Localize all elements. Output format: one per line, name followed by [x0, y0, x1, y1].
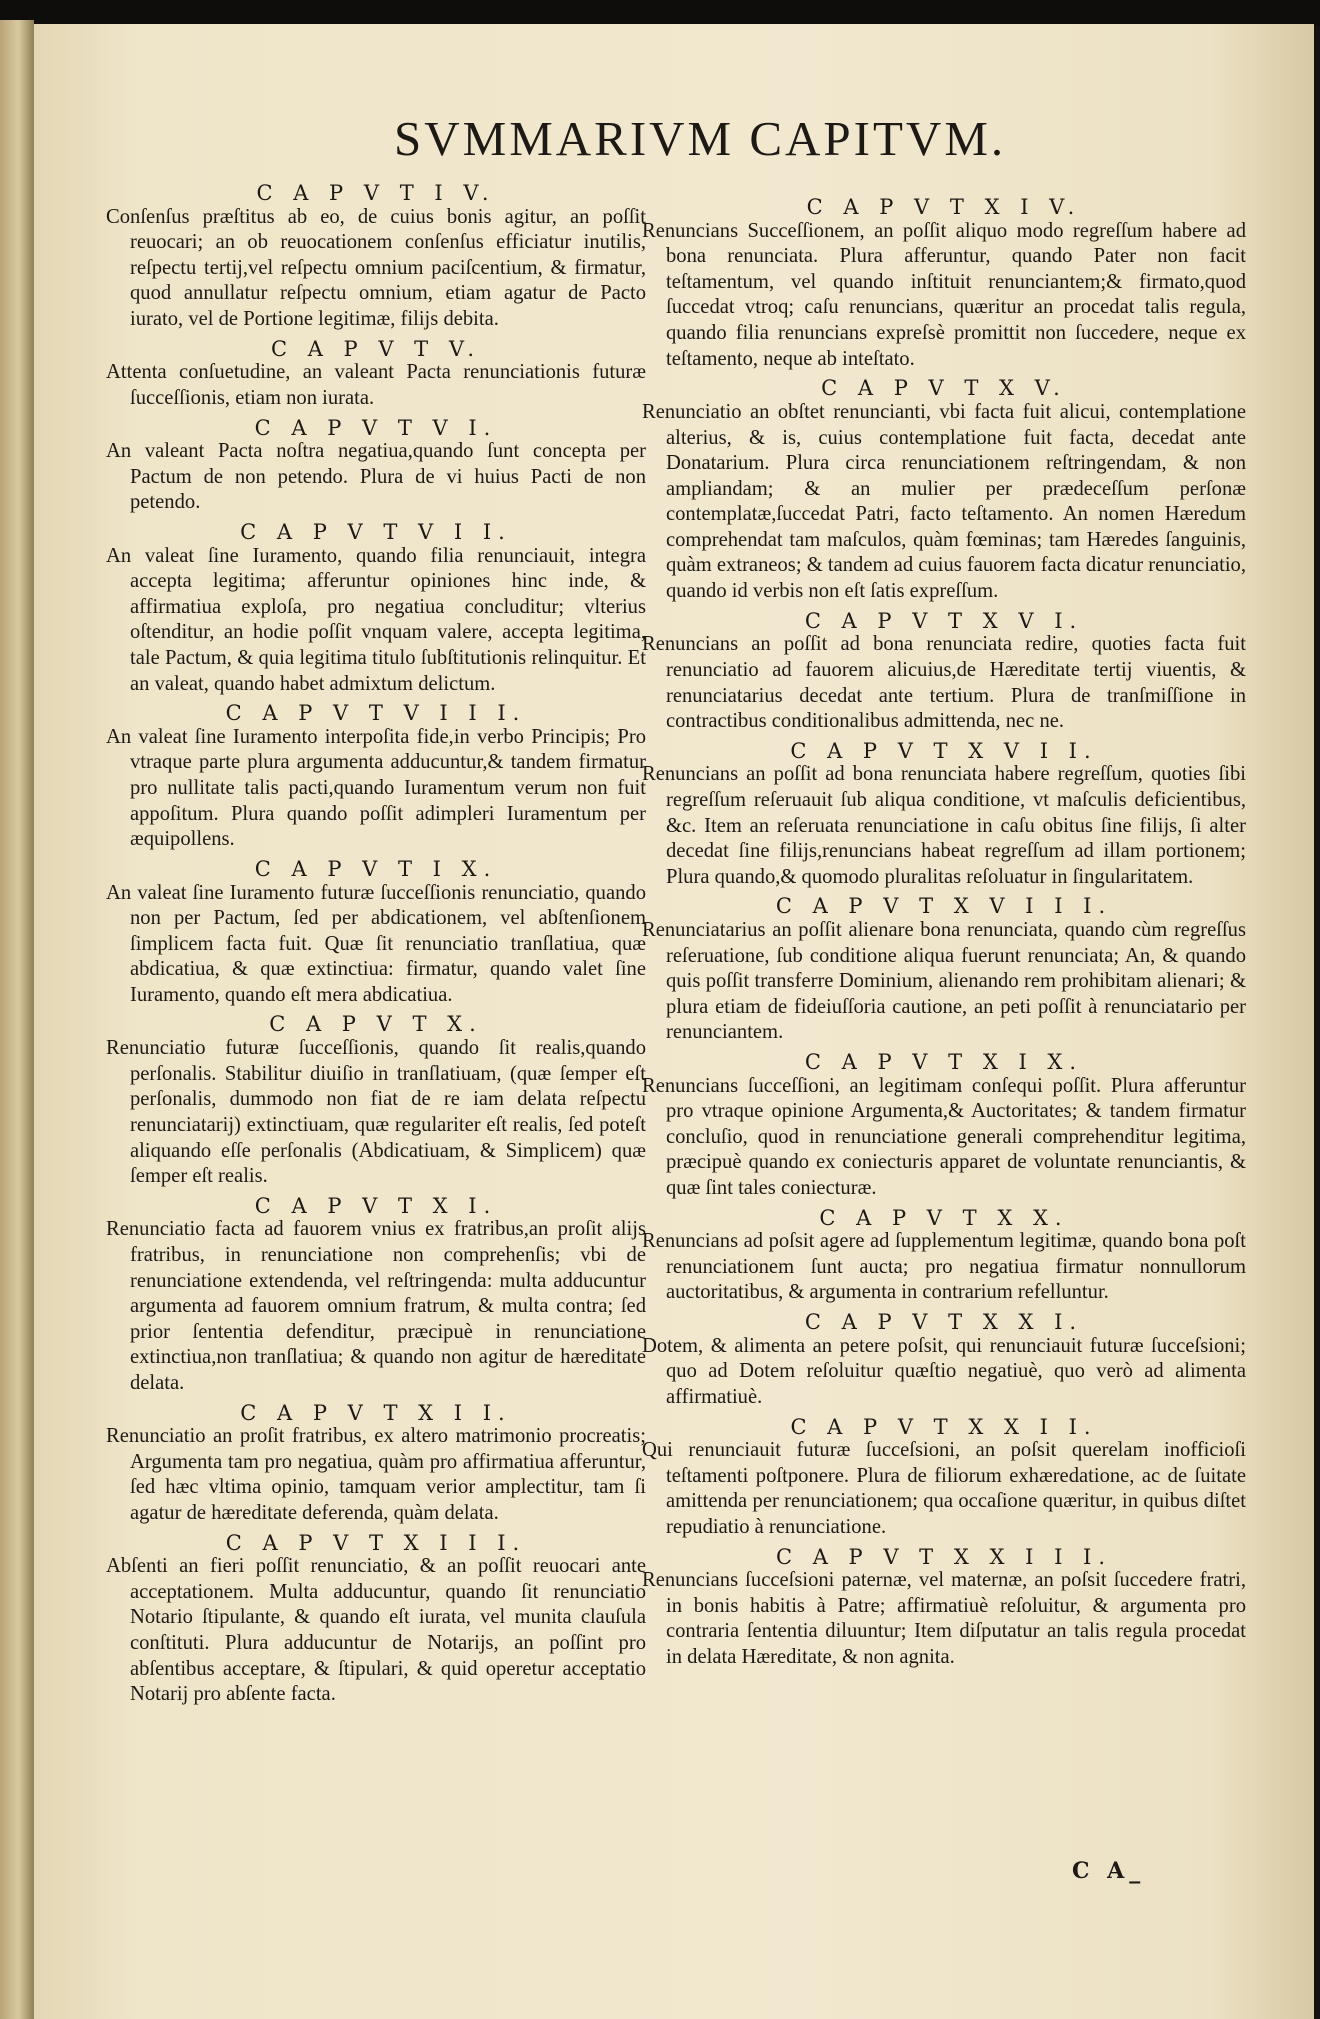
- right-column: [642, 196, 1246, 1676]
- chapter-summary: An valeat ſine Iuramento futuræ ſucceſſionis renunciatio, quando non per Pactum, ſed per abdicationem, vel abſtenſionem ſimplicem facta fuit. Quæ ſit renunciatio tranſlatiua, quæ abdicatiua, & quæ extinctiua: firmatur, quando valet ſine Iuramento, quando eſt mera abdicatiua.: [106, 881, 646, 1006]
- chapter-summary: Qui renunciauit futuræ ſucceſsioni, an poſsit querelam inofficioſi teſtamenti poſtponere. Plura de filiorum exhæredatione, ac de ſuitate amittenda per renunciationem; qua occaſione quæritur, in quibus diſtet repudiatio à renunciatione.: [642, 1439, 1246, 1538]
- book-page: [34, 24, 1314, 2019]
- chapter-entry: [106, 702, 646, 853]
- chapter-summary: Renunciatarius an poſſit alienare bona renunciata, quando cùm regreſſus reſeruatione, ſub conditione aliqua fuerunt renunciata; An, & quando quis poſſit transferre Dominium, alienando rem prohibitam alienari; & plura etiam de fideiuſſoria cautione, an peti poſſit à renunciatario per renunciantem.: [642, 919, 1246, 1044]
- chapter-entry: [106, 858, 646, 1009]
- chapter-summary: Renunciatio futuræ ſucceſſionis, quando ſit realis,quando perſonalis. Stabilitur diuiſio in tranſlatiuam, (quæ ſemper eſt perſonalis, dummodo non fiat de re iam delata reſpectu renunciatarij) extinctiuam, quæ regulariter eſt realis, ſed poteſt aliquando eſſe perſonalis (Abdicatiuam, & Simplicem) quæ ſemper eſt realis.: [106, 1037, 646, 1188]
- chapter-summary: Renuncians an poſſit ad bona renunciata redire, quoties facta fuit renunciatio ad fauorem alicuius,de Hæreditate tertij viuentis, & renunciatarius decedat ante tertium. Plura de tranſmiſſione in contractibus conditionalibus admittenda, nec ne.: [642, 633, 1246, 733]
- chapter-entry: [106, 338, 646, 412]
- chapter-summary: Renunciatio facta ad fauorem vnius ex fratribus,an proſit alijs fratribus, in renunciatione non comprehenſis; vbi de renunciatione extendenda, vel reſtringenda: multa adducuntur argumenta ad fauorem omnium fratrum, & multa contra; ſed prior ſententia defenditur, præcipuè in renunciatione extinctiua,non tranſlatiua; & quando non agitur de hæreditate delata.: [106, 1218, 646, 1394]
- chapter-heading: C A P V T X V I I.: [790, 738, 1098, 763]
- chapter-heading: C A P V T V I I I.: [225, 701, 527, 726]
- chapter-entry: [642, 1416, 1246, 1541]
- chapter-summary: Renuncians ſucceſsioni paternæ, vel maternæ, an poſsit ſuccedere fratri, in bonis habitis à Patre; affirmatiuè reſoluitur, & argumenta pro contraria ſententia diluuntur; Item diſputatur an talis regula procedat in delata Hæreditate, & non agnita.: [642, 1569, 1246, 1669]
- chapter-heading: C A P V T X X I.: [804, 1310, 1084, 1335]
- chapter-entry: [106, 521, 646, 697]
- chapter-heading: C A P V T V.: [270, 336, 482, 361]
- chapter-summary: An valeat ſine Iuramento, quando filia renunciauit, integra accepta legitima; afferuntur opiniones hinc inde, & affirmatiua exploſa, pro negatiua concluditur; vlterius oſtenditur, an hodie poſſit vnquam valere, accepta legitima, tale Pactum, & quia legitima titulo ſubſtitutionis relinquitur. Et an valeat, quando habet admixtum delictum.: [106, 544, 646, 695]
- chapter-summary: Attenta conſuetudine, an valeant Pacta renunciationis futuræ ſucceſſionis, etiam non iurata.: [106, 361, 646, 409]
- chapter-heading: C A P V T X X I I.: [790, 1414, 1098, 1439]
- chapter-heading: C A P V T X I V.: [806, 195, 1082, 219]
- chapter-entry: [642, 895, 1246, 1046]
- chapter-entry: [106, 1532, 646, 1708]
- chapter-entry: [106, 1402, 646, 1527]
- chapter-entry: [106, 182, 646, 333]
- catchword: C A_: [1072, 1858, 1146, 1884]
- chapter-entry: [642, 1051, 1246, 1202]
- chapter-heading: C A P V T X.: [269, 1012, 483, 1037]
- chapter-entry: [642, 196, 1246, 372]
- chapter-entry: [642, 377, 1246, 604]
- chapter-summary: Conſenſus præſtitus ab eo, de cuius bonis agitur, an poſſit reuocari; an ob reuocationem conſenſus efficiatur inutilis, reſpectu tertij,vel reſpectu omnium paciſcentium, & firmatur, quod annullatur reſpectu omnium, etiam agatur de Pacto iurato, vel de Portione legitimæ, filijs debita.: [106, 205, 646, 331]
- chapter-summary: Renuncians an poſſit ad bona renunciata habere regreſſum, quoties ſibi regreſſum reſeruauit ſub aliqua conditione, vt maſculis deficientibus, &c. Item an reſeruata renunciatione in caſu obitus ſine filijs, ſi alter decedat ſine filijs,renuncians habeat regreſſum ad illam portionem; Plura quando,& quomodo pluralitas reſoluatur in ſingularitatem.: [642, 763, 1246, 888]
- chapter-entry: [106, 1195, 646, 1397]
- chapter-entry: [642, 740, 1246, 891]
- chapter-entry: [106, 1013, 646, 1189]
- chapter-heading: C A P V T V I.: [254, 415, 498, 440]
- chapter-heading: C A P V T I V.: [256, 181, 496, 205]
- chapter-summary: Renuncians ad poſsit agere ad ſupplementum legitimæ, quando bona poſt renunciationem ſunt aucta; pro negatiua firmatur nonnullorum auctoritatibus, & argumenta in contrarium refelluntur.: [642, 1230, 1246, 1304]
- chapter-heading: C A P V T X I.: [254, 1193, 498, 1218]
- chapter-entry: [642, 610, 1246, 735]
- chapter-heading: C A P V T X I X.: [804, 1049, 1084, 1074]
- chapter-summary: Renuncians ſucceſſioni, an legitimam conſequi poſſit. Plura afferuntur pro vtraque opinione Argumenta,& Auctoritates; & tandem firmatur concluſio, quod in renunciatione generali comprehenditur legitima, præcipuè quando ex coniecturis apparet de voluntate renunciantis, & quæ ſint tales coniecturæ.: [642, 1074, 1246, 1200]
- chapter-heading: C A P V T X I I I.: [225, 1530, 527, 1555]
- chapter-summary: Renunciatio an obſtet renuncianti, vbi facta fuit alicui, contemplatione alterius, & is, cuius contemplatione fuit facta, decedat ante Donatarium. Plura circa renunciationem reſtringendam, & non ampliandam; & an mulier per prædeceſſum perſonæ contemplatæ,ſuccedat Patri, facto teſtamento. An nomen Hæredum comprehendat tam maſculos, quàm fœminas; tam Hæredes ſanguinis, quàm extraneos; & tandem ad cuius fauorem facta dicatur renunciatio, quando id verbis non eſt ſatis expreſſum.: [642, 400, 1246, 603]
- chapter-entry: [642, 1207, 1246, 1306]
- chapter-summary: An valeant Pacta noſtra negatiua,quando ſunt concepta per Pactum de non petendo. Plura de vi huius Pacti de non petendo.: [106, 440, 646, 514]
- chapter-heading: C A P V T X X.: [819, 1205, 1069, 1230]
- chapter-entry: [642, 1311, 1246, 1410]
- chapter-summary: Abſenti an fieri poſſit renunciatio, & an poſſit reuocari ante acceptationem. Multa adducuntur, quando ſit renunciatio Notario ſtipulante, & quando eſt iurata, vel munita clauſula conſtituti. Plura adducuntur de Notarijs, an poſſint pro abſentibus acceptare, & ſtipulari, & quid operetur acceptatio Notarij pro abſente facta.: [106, 1555, 646, 1706]
- chapter-entry: [642, 1546, 1246, 1671]
- chapter-heading: C A P V T X V I.: [804, 608, 1084, 633]
- chapter-summary: An valeat ſine Iuramento interpoſita fide,in verbo Principis; Pro vtraque parte plura argumenta adducuntur,& tandem firmatur pro nullitate talis pacti,quando Iuramentum verum non fuit appoſitum. Plura quando poſſit adimpleri Iuramentum per æquipollens.: [106, 725, 646, 851]
- chapter-heading: C A P V T X V.: [821, 376, 1067, 401]
- scan-top-border: [0, 0, 1320, 26]
- facing-page-edge: [0, 20, 34, 2019]
- chapter-heading: C A P V T V I I.: [240, 519, 512, 544]
- chapter-heading: C A P V T I X.: [254, 856, 498, 881]
- chapter-heading: C A P V T X X I I I.: [775, 1544, 1113, 1569]
- chapter-entry: [106, 417, 646, 516]
- chapter-summary: Renunciatio an proſit fratribus, ex altero matrimonio procreatis; Argumenta tam pro negatiua, quàm pro affirmatiua afferuntur, ſed hæc vltima opinio, tamquam verior amplectitur, tam ſi agatur de hæreditate deferenda, quàm delata.: [106, 1425, 646, 1524]
- chapter-summary: Renuncians Succeſſionem, an poſſit aliquo modo regreſſum habere ad bona renunciata. Plura afferuntur, quando Pater non facit teſtamentum, vel quando inſtituit renunciantem;& firmato,quod ſuccedat vtroq; caſu renuncians, quæritur an procedat talis regula, quando filia renuncians expreſsè promittit non ſuccedere, neque ex teſtamento, neque ab inteſtato.: [642, 219, 1246, 370]
- chapter-heading: C A P V T X I I.: [240, 1400, 512, 1425]
- page-title: SVMMARIVM CAPITVM.: [394, 111, 1007, 166]
- chapter-heading: C A P V T X V I I I.: [775, 894, 1113, 919]
- left-column: [106, 182, 646, 1713]
- chapter-summary: Dotem, & alimenta an petere poſsit, qui renunciauit futuræ ſucceſsioni; quo ad Dotem reſoluitur quæſtio negatiuè, quo verò ad alimenta affirmatiuè.: [642, 1334, 1246, 1408]
